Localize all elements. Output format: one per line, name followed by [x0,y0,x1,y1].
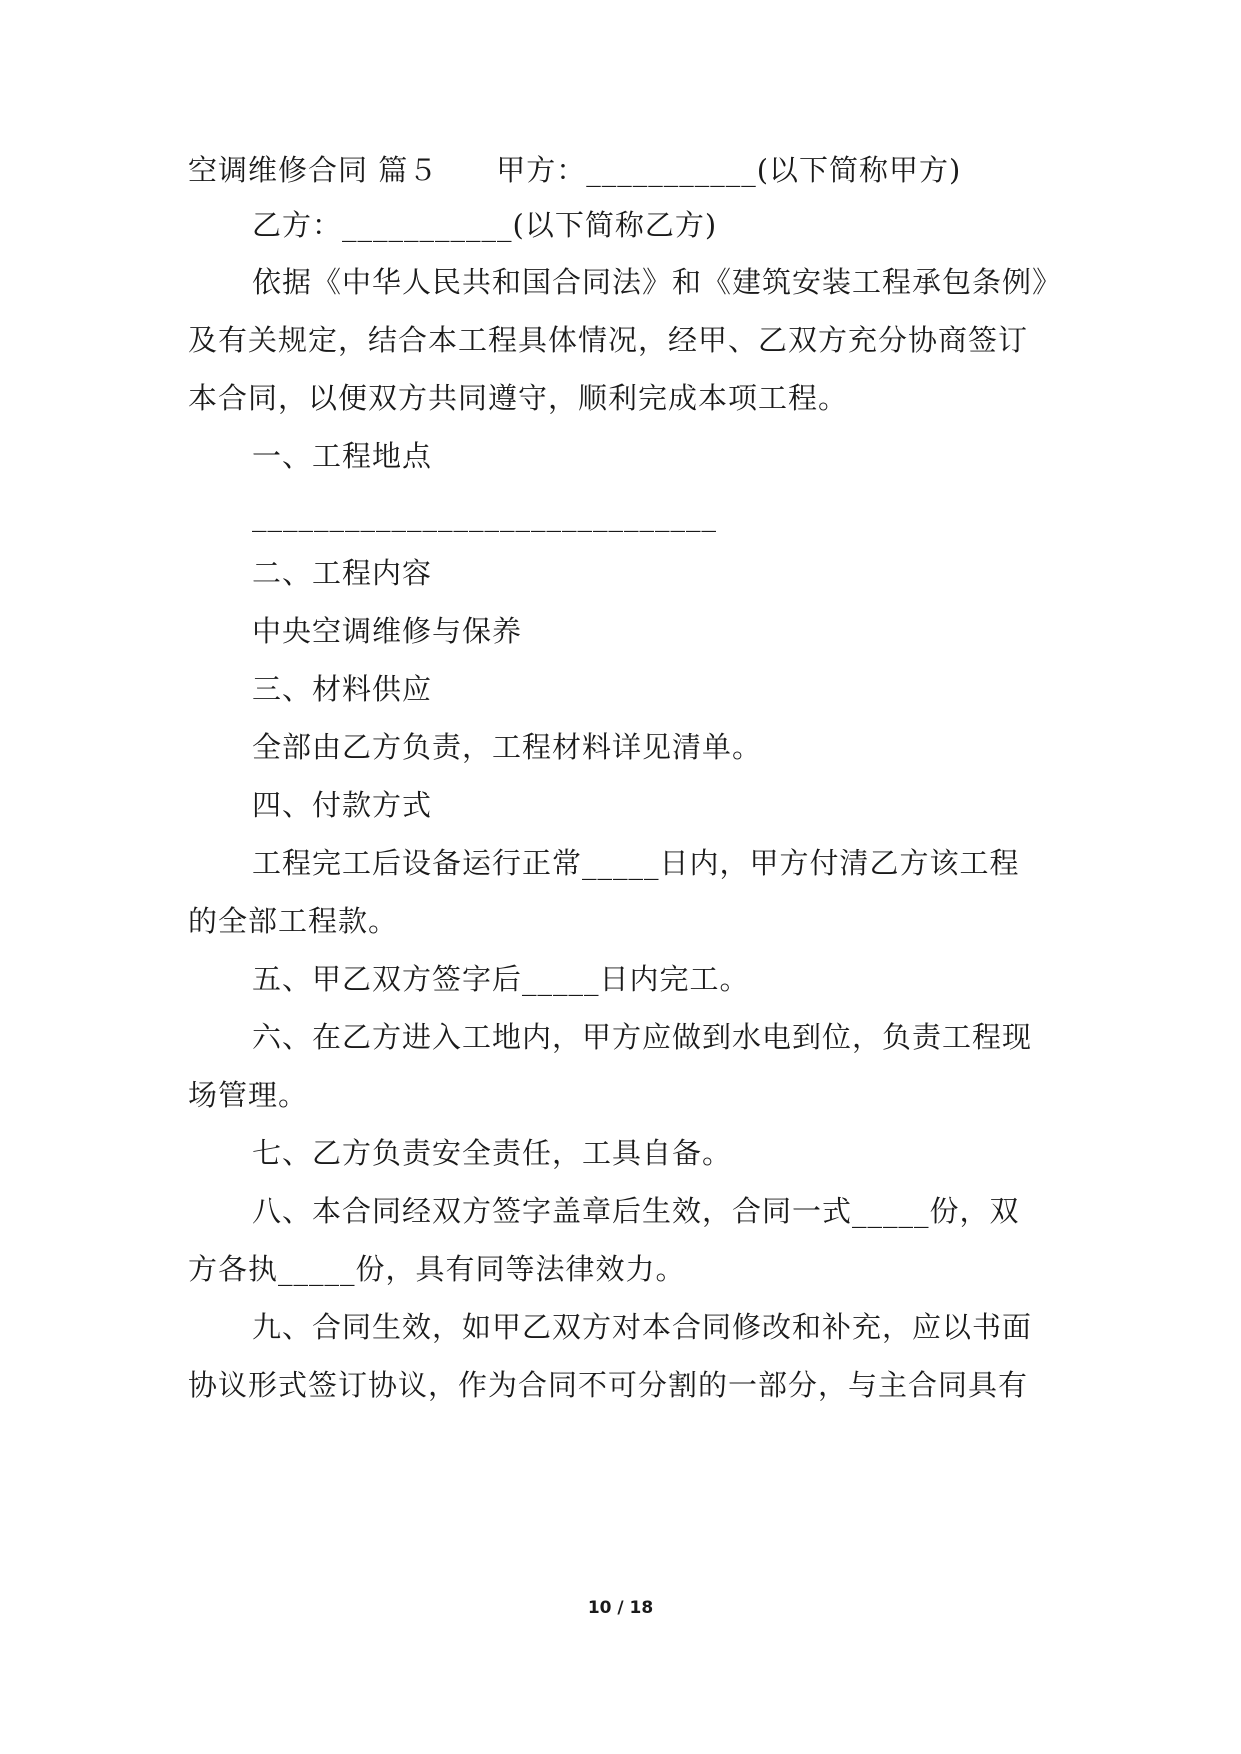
paragraph-line: 方各执_____份，具有同等法律效力。 [188,1252,686,1286]
paragraph-line: 工程完工后设备运行正常_____日内，甲方付清乙方该工程 [252,846,1020,880]
paragraph-line: 本合同，以便双方共同遵守，顺利完成本项工程。 [188,381,849,415]
paragraph-line: 依据《中华人民共和国合同法》和《建筑安装工程承包条例》 [252,265,1063,299]
contract-title: 空调维修合同 篇５ [188,153,439,187]
party-b: 乙方：___________(以下简称乙方) [252,208,718,242]
paragraph-line: 的全部工程款。 [188,904,399,938]
paragraph-line: 中央空调维修与保养 [252,614,523,648]
section-heading: 四、付款方式 [252,788,433,822]
paragraph-line: 五、甲乙双方签字后_____日内完工。 [252,962,750,996]
section-heading: 三、材料供应 [252,672,433,706]
paragraph-line: 全部由乙方负责，工程材料详见清单。 [252,730,763,764]
paragraph-line: 场管理。 [188,1078,309,1112]
section-heading: 一、工程地点 [252,439,433,473]
heading-line [188,150,961,190]
paragraph-line: 协议形式签订协议，作为合同不可分割的一部分，与主合同具有 [188,1368,1029,1402]
paragraph-line: 八、本合同经双方签字盖章后生效，合同一式_____份，双 [252,1194,1020,1228]
page-number: 10 / 18 [587,1598,654,1618]
paragraph-line: 六、在乙方进入工地内，甲方应做到水电到位，负责工程现 [252,1020,1033,1054]
paragraph-line: 九、合同生效，如甲乙双方对本合同修改和补充，应以书面 [252,1310,1033,1344]
paragraph-line: 七、乙方负责安全责任，工具自备。 [252,1136,733,1170]
paragraph-line: 及有关规定，结合本工程具体情况，经甲、乙双方充分协商签订 [188,323,1029,357]
party-a: 甲方：___________(以下简称甲方) [496,153,962,187]
section-heading: 二、工程内容 [252,556,433,590]
blank-line: ______________________________ [252,498,717,532]
